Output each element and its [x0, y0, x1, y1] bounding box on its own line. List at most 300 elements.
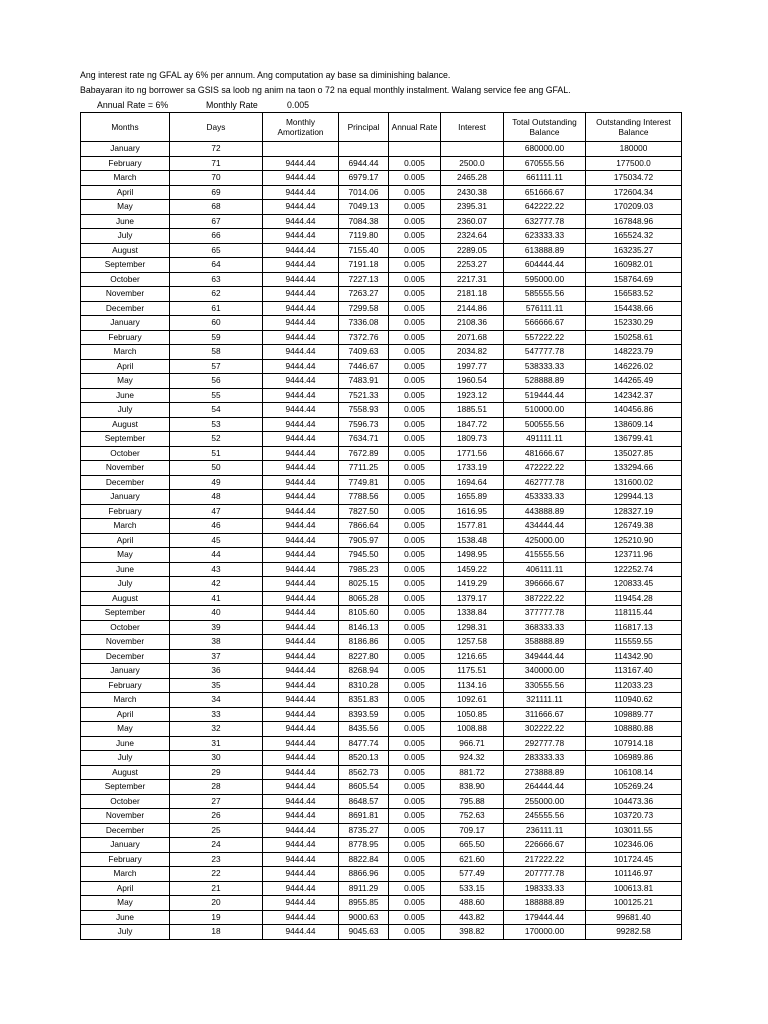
cell-outstanding-interest-balance: 133294.66	[586, 461, 682, 476]
cell-days: 63	[170, 272, 263, 287]
cell-principal: 8268.94	[339, 664, 389, 679]
table-row	[81, 403, 682, 418]
cell-outstanding-interest-balance: 102346.06	[586, 838, 682, 853]
cell-monthly-amortization: 9444.44	[263, 780, 339, 795]
cell-interest: 488.60	[441, 896, 504, 911]
cell-annual-rate: 0.005	[389, 519, 441, 534]
cell-interest: 1923.12	[441, 388, 504, 403]
cell-total-outstanding-balance: 632777.78	[504, 214, 586, 229]
cell-principal: 7788.56	[339, 490, 389, 505]
cell-month: April	[81, 359, 170, 374]
cell-total-outstanding-balance: 623333.33	[504, 229, 586, 244]
cell-outstanding-interest-balance: 152330.29	[586, 316, 682, 331]
cell-total-outstanding-balance: 680000.00	[504, 142, 586, 157]
cell-total-outstanding-balance: 207777.78	[504, 867, 586, 882]
cell-annual-rate: 0.005	[389, 461, 441, 476]
cell-outstanding-interest-balance: 123711.96	[586, 548, 682, 563]
cell-monthly-amortization: 9444.44	[263, 562, 339, 577]
header-total-outstanding-balance: Total Outstanding Balance	[504, 113, 586, 142]
cell-interest: 665.50	[441, 838, 504, 853]
cell-days: 54	[170, 403, 263, 418]
table-row	[81, 374, 682, 389]
cell-month: March	[81, 345, 170, 360]
cell-annual-rate: 0.005	[389, 388, 441, 403]
cell-principal: 7827.50	[339, 504, 389, 519]
cell-monthly-amortization: 9444.44	[263, 272, 339, 287]
cell-monthly-amortization: 9444.44	[263, 243, 339, 258]
cell-annual-rate: 0.005	[389, 301, 441, 316]
cell-total-outstanding-balance: 613888.89	[504, 243, 586, 258]
cell-total-outstanding-balance: 217222.22	[504, 852, 586, 867]
cell-days: 53	[170, 417, 263, 432]
table-row	[81, 693, 682, 708]
cell-total-outstanding-balance: 538333.33	[504, 359, 586, 374]
cell-outstanding-interest-balance: 177500.0	[586, 156, 682, 171]
cell-principal: 8393.59	[339, 707, 389, 722]
cell-days: 70	[170, 171, 263, 186]
cell-interest: 621.60	[441, 852, 504, 867]
cell-outstanding-interest-balance: 135027.85	[586, 446, 682, 461]
cell-days: 26	[170, 809, 263, 824]
cell-monthly-amortization: 9444.44	[263, 519, 339, 534]
cell-total-outstanding-balance: 311666.67	[504, 707, 586, 722]
table-row	[81, 301, 682, 316]
cell-month: September	[81, 258, 170, 273]
cell-principal: 7945.50	[339, 548, 389, 563]
cell-total-outstanding-balance: 179444.44	[504, 910, 586, 925]
cell-interest: 1175.51	[441, 664, 504, 679]
cell-days: 39	[170, 620, 263, 635]
cell-annual-rate: 0.005	[389, 475, 441, 490]
cell-principal: 7299.58	[339, 301, 389, 316]
cell-principal: 7866.64	[339, 519, 389, 534]
cell-interest: 966.71	[441, 736, 504, 751]
cell-total-outstanding-balance: 642222.22	[504, 200, 586, 215]
cell-month: October	[81, 794, 170, 809]
cell-interest: 1538.48	[441, 533, 504, 548]
cell-annual-rate: 0.005	[389, 794, 441, 809]
cell-days: 69	[170, 185, 263, 200]
cell-interest: 1050.85	[441, 707, 504, 722]
cell-principal: 8065.28	[339, 591, 389, 606]
table-row	[81, 852, 682, 867]
cell-principal: 7263.27	[339, 287, 389, 302]
cell-month: May	[81, 548, 170, 563]
cell-total-outstanding-balance: 670555.56	[504, 156, 586, 171]
table-row	[81, 838, 682, 853]
cell-monthly-amortization: 9444.44	[263, 823, 339, 838]
cell-interest: 1257.58	[441, 635, 504, 650]
cell-annual-rate: 0.005	[389, 359, 441, 374]
cell-interest: 1616.95	[441, 504, 504, 519]
cell-month: July	[81, 229, 170, 244]
cell-month: January	[81, 316, 170, 331]
cell-principal: 7191.18	[339, 258, 389, 273]
cell-interest: 1216.65	[441, 649, 504, 664]
interest-note: Ang interest rate ng GFAL ay 6% per annum. Ang computation ay base sa diminishing balance.	[80, 70, 451, 80]
cell-total-outstanding-balance: 566666.67	[504, 316, 586, 331]
table-row	[81, 156, 682, 171]
cell-outstanding-interest-balance: 107914.18	[586, 736, 682, 751]
cell-interest: 398.82	[441, 925, 504, 940]
cell-days: 34	[170, 693, 263, 708]
cell-interest: 838.90	[441, 780, 504, 795]
cell-annual-rate: 0.005	[389, 229, 441, 244]
cell-total-outstanding-balance: 472222.22	[504, 461, 586, 476]
cell-monthly-amortization: 9444.44	[263, 678, 339, 693]
cell-principal	[339, 142, 389, 157]
cell-days: 33	[170, 707, 263, 722]
cell-days: 64	[170, 258, 263, 273]
cell-interest: 2395.31	[441, 200, 504, 215]
cell-month: May	[81, 896, 170, 911]
cell-principal: 7521.33	[339, 388, 389, 403]
cell-month: July	[81, 751, 170, 766]
cell-annual-rate: 0.005	[389, 881, 441, 896]
cell-total-outstanding-balance: 604444.44	[504, 258, 586, 273]
cell-outstanding-interest-balance: 100125.21	[586, 896, 682, 911]
cell-monthly-amortization: 9444.44	[263, 751, 339, 766]
cell-interest: 1577.81	[441, 519, 504, 534]
cell-days: 47	[170, 504, 263, 519]
cell-annual-rate: 0.005	[389, 548, 441, 563]
cell-interest: 2430.38	[441, 185, 504, 200]
cell-days: 56	[170, 374, 263, 389]
cell-interest: 1498.95	[441, 548, 504, 563]
header-interest: Interest	[441, 113, 504, 142]
cell-monthly-amortization: 9444.44	[263, 867, 339, 882]
cell-month: November	[81, 461, 170, 476]
cell-total-outstanding-balance: 415555.56	[504, 548, 586, 563]
cell-monthly-amortization: 9444.44	[263, 664, 339, 679]
cell-monthly-amortization: 9444.44	[263, 258, 339, 273]
cell-interest: 1008.88	[441, 722, 504, 737]
cell-interest: 2071.68	[441, 330, 504, 345]
table-row	[81, 446, 682, 461]
cell-interest: 1694.64	[441, 475, 504, 490]
cell-monthly-amortization: 9444.44	[263, 533, 339, 548]
cell-interest: 2034.82	[441, 345, 504, 360]
table-row	[81, 171, 682, 186]
cell-interest: 1771.56	[441, 446, 504, 461]
cell-total-outstanding-balance: 500555.56	[504, 417, 586, 432]
cell-days: 36	[170, 664, 263, 679]
table-row	[81, 142, 682, 157]
cell-principal: 7711.25	[339, 461, 389, 476]
cell-month: June	[81, 736, 170, 751]
cell-outstanding-interest-balance: 106108.14	[586, 765, 682, 780]
cell-monthly-amortization: 9444.44	[263, 809, 339, 824]
cell-monthly-amortization: 9444.44	[263, 635, 339, 650]
cell-month: April	[81, 707, 170, 722]
cell-principal: 7483.91	[339, 374, 389, 389]
cell-month: November	[81, 809, 170, 824]
cell-days: 43	[170, 562, 263, 577]
cell-total-outstanding-balance: 651666.67	[504, 185, 586, 200]
cell-principal: 7446.67	[339, 359, 389, 374]
cell-annual-rate: 0.005	[389, 910, 441, 925]
cell-principal: 8955.85	[339, 896, 389, 911]
cell-annual-rate: 0.005	[389, 330, 441, 345]
cell-total-outstanding-balance: 406111.11	[504, 562, 586, 577]
table-row	[81, 548, 682, 563]
cell-outstanding-interest-balance: 175034.72	[586, 171, 682, 186]
cell-outstanding-interest-balance: 103011.55	[586, 823, 682, 838]
cell-monthly-amortization: 9444.44	[263, 214, 339, 229]
cell-days: 22	[170, 867, 263, 882]
table-row	[81, 867, 682, 882]
cell-principal: 6944.44	[339, 156, 389, 171]
cell-interest: 1733.19	[441, 461, 504, 476]
cell-monthly-amortization: 9444.44	[263, 229, 339, 244]
cell-interest: 795.88	[441, 794, 504, 809]
cell-principal: 8105.60	[339, 606, 389, 621]
cell-outstanding-interest-balance: 100613.81	[586, 881, 682, 896]
table-row	[81, 910, 682, 925]
cell-principal: 9000.63	[339, 910, 389, 925]
table-row	[81, 606, 682, 621]
cell-days: 21	[170, 881, 263, 896]
cell-principal: 7227.13	[339, 272, 389, 287]
cell-month: November	[81, 635, 170, 650]
cell-interest: 533.15	[441, 881, 504, 896]
cell-outstanding-interest-balance: 131600.02	[586, 475, 682, 490]
cell-interest: 1885.51	[441, 403, 504, 418]
table-row	[81, 359, 682, 374]
cell-monthly-amortization: 9444.44	[263, 330, 339, 345]
cell-days: 27	[170, 794, 263, 809]
cell-total-outstanding-balance: 462777.78	[504, 475, 586, 490]
cell-annual-rate: 0.005	[389, 925, 441, 940]
table-row	[81, 533, 682, 548]
cell-principal: 6979.17	[339, 171, 389, 186]
cell-interest	[441, 142, 504, 157]
cell-annual-rate: 0.005	[389, 664, 441, 679]
table-row	[81, 185, 682, 200]
cell-monthly-amortization: 9444.44	[263, 171, 339, 186]
table-row	[81, 417, 682, 432]
cell-interest: 2144.86	[441, 301, 504, 316]
cell-days: 65	[170, 243, 263, 258]
cell-month: October	[81, 620, 170, 635]
cell-month: July	[81, 925, 170, 940]
cell-month: September	[81, 606, 170, 621]
cell-month: March	[81, 693, 170, 708]
table-row	[81, 678, 682, 693]
cell-outstanding-interest-balance: 158764.69	[586, 272, 682, 287]
cell-outstanding-interest-balance: 114342.90	[586, 649, 682, 664]
cell-outstanding-interest-balance: 113167.40	[586, 664, 682, 679]
cell-outstanding-interest-balance: 101724.45	[586, 852, 682, 867]
cell-outstanding-interest-balance: 167848.96	[586, 214, 682, 229]
cell-annual-rate: 0.005	[389, 287, 441, 302]
cell-total-outstanding-balance: 557222.22	[504, 330, 586, 345]
cell-outstanding-interest-balance: 148223.79	[586, 345, 682, 360]
cell-days: 55	[170, 388, 263, 403]
header-days: Days	[170, 113, 263, 142]
cell-annual-rate: 0.005	[389, 620, 441, 635]
table-body	[81, 142, 682, 940]
cell-principal: 9045.63	[339, 925, 389, 940]
cell-days: 42	[170, 577, 263, 592]
cell-total-outstanding-balance: 387222.22	[504, 591, 586, 606]
cell-days: 61	[170, 301, 263, 316]
cell-interest: 2324.64	[441, 229, 504, 244]
table-row	[81, 490, 682, 505]
cell-interest: 2217.31	[441, 272, 504, 287]
cell-outstanding-interest-balance: 126749.38	[586, 519, 682, 534]
cell-principal: 8866.96	[339, 867, 389, 882]
cell-annual-rate: 0.005	[389, 751, 441, 766]
cell-total-outstanding-balance: 368333.33	[504, 620, 586, 635]
cell-interest: 1809.73	[441, 432, 504, 447]
cell-total-outstanding-balance: 547777.78	[504, 345, 586, 360]
cell-outstanding-interest-balance: 129944.13	[586, 490, 682, 505]
cell-days: 68	[170, 200, 263, 215]
cell-monthly-amortization: 9444.44	[263, 504, 339, 519]
cell-total-outstanding-balance: 349444.44	[504, 649, 586, 664]
cell-monthly-amortization: 9444.44	[263, 606, 339, 621]
cell-monthly-amortization: 9444.44	[263, 359, 339, 374]
cell-interest: 2253.27	[441, 258, 504, 273]
cell-days: 20	[170, 896, 263, 911]
cell-days: 52	[170, 432, 263, 447]
cell-outstanding-interest-balance: 115559.55	[586, 635, 682, 650]
cell-monthly-amortization: 9444.44	[263, 432, 339, 447]
cell-days: 25	[170, 823, 263, 838]
cell-total-outstanding-balance: 340000.00	[504, 664, 586, 679]
cell-days: 59	[170, 330, 263, 345]
cell-principal: 8351.83	[339, 693, 389, 708]
cell-annual-rate: 0.005	[389, 243, 441, 258]
cell-principal: 8691.81	[339, 809, 389, 824]
cell-monthly-amortization: 9444.44	[263, 287, 339, 302]
cell-days: 72	[170, 142, 263, 157]
cell-interest: 1459.22	[441, 562, 504, 577]
cell-month: March	[81, 171, 170, 186]
table-row	[81, 809, 682, 824]
cell-month: August	[81, 591, 170, 606]
cell-annual-rate: 0.005	[389, 403, 441, 418]
cell-month: October	[81, 446, 170, 461]
cell-days: 23	[170, 852, 263, 867]
cell-days: 35	[170, 678, 263, 693]
cell-outstanding-interest-balance: 119454.28	[586, 591, 682, 606]
cell-month: January	[81, 490, 170, 505]
cell-month: January	[81, 664, 170, 679]
cell-total-outstanding-balance: 519444.44	[504, 388, 586, 403]
cell-monthly-amortization: 9444.44	[263, 925, 339, 940]
table-row	[81, 330, 682, 345]
table-row	[81, 214, 682, 229]
cell-monthly-amortization: 9444.44	[263, 417, 339, 432]
cell-annual-rate: 0.005	[389, 200, 441, 215]
cell-outstanding-interest-balance: 142342.37	[586, 388, 682, 403]
cell-principal: 8146.13	[339, 620, 389, 635]
cell-annual-rate: 0.005	[389, 577, 441, 592]
cell-annual-rate: 0.005	[389, 316, 441, 331]
cell-interest: 1298.31	[441, 620, 504, 635]
cell-principal: 7409.63	[339, 345, 389, 360]
cell-days: 48	[170, 490, 263, 505]
cell-outstanding-interest-balance: 163235.27	[586, 243, 682, 258]
cell-monthly-amortization: 9444.44	[263, 301, 339, 316]
cell-monthly-amortization: 9444.44	[263, 577, 339, 592]
payment-note: Babayaran ito ng borrower sa GSIS sa loob ng anim na taon o 72 na equal monthly instalment. Walang service fee ang GFAL.	[80, 85, 571, 95]
cell-outstanding-interest-balance: 106989.86	[586, 751, 682, 766]
cell-days: 40	[170, 606, 263, 621]
cell-principal: 7119.80	[339, 229, 389, 244]
cell-outstanding-interest-balance: 122252.74	[586, 562, 682, 577]
cell-days: 28	[170, 780, 263, 795]
cell-outstanding-interest-balance: 108880.88	[586, 722, 682, 737]
cell-outstanding-interest-balance: 165524.32	[586, 229, 682, 244]
cell-principal: 7905.97	[339, 533, 389, 548]
table-row	[81, 388, 682, 403]
annual-rate-label: Annual Rate = 6%	[97, 100, 169, 110]
cell-annual-rate: 0.005	[389, 185, 441, 200]
cell-interest: 2500.0	[441, 156, 504, 171]
cell-total-outstanding-balance: 358888.89	[504, 635, 586, 650]
cell-annual-rate: 0.005	[389, 432, 441, 447]
cell-annual-rate: 0.005	[389, 693, 441, 708]
cell-total-outstanding-balance: 481666.67	[504, 446, 586, 461]
cell-principal: 7558.93	[339, 403, 389, 418]
cell-total-outstanding-balance: 453333.33	[504, 490, 586, 505]
cell-total-outstanding-balance: 283333.33	[504, 751, 586, 766]
cell-interest: 2181.18	[441, 287, 504, 302]
cell-outstanding-interest-balance: 160982.01	[586, 258, 682, 273]
cell-total-outstanding-balance: 198333.33	[504, 881, 586, 896]
cell-monthly-amortization: 9444.44	[263, 403, 339, 418]
cell-monthly-amortization: 9444.44	[263, 156, 339, 171]
table-row	[81, 272, 682, 287]
header-annual-rate: Annual Rate	[389, 113, 441, 142]
cell-monthly-amortization: 9444.44	[263, 910, 339, 925]
cell-month: June	[81, 214, 170, 229]
cell-monthly-amortization: 9444.44	[263, 548, 339, 563]
cell-total-outstanding-balance: 188888.89	[504, 896, 586, 911]
table-row	[81, 519, 682, 534]
cell-month: January	[81, 142, 170, 157]
cell-total-outstanding-balance: 585555.56	[504, 287, 586, 302]
cell-principal: 8605.54	[339, 780, 389, 795]
cell-days: 62	[170, 287, 263, 302]
table-row	[81, 504, 682, 519]
table-row	[81, 896, 682, 911]
cell-month: April	[81, 533, 170, 548]
cell-outstanding-interest-balance: 99282.58	[586, 925, 682, 940]
cell-monthly-amortization: 9444.44	[263, 693, 339, 708]
cell-annual-rate: 0.005	[389, 606, 441, 621]
table-row	[81, 243, 682, 258]
cell-days: 41	[170, 591, 263, 606]
cell-principal: 7672.89	[339, 446, 389, 461]
cell-days: 67	[170, 214, 263, 229]
cell-interest: 1997.77	[441, 359, 504, 374]
cell-monthly-amortization: 9444.44	[263, 461, 339, 476]
cell-month: August	[81, 417, 170, 432]
cell-days: 19	[170, 910, 263, 925]
cell-principal: 8025.15	[339, 577, 389, 592]
cell-total-outstanding-balance: 425000.00	[504, 533, 586, 548]
cell-outstanding-interest-balance: 128327.19	[586, 504, 682, 519]
cell-interest: 752.63	[441, 809, 504, 824]
cell-interest: 924.32	[441, 751, 504, 766]
cell-interest: 443.82	[441, 910, 504, 925]
cell-outstanding-interest-balance: 150258.61	[586, 330, 682, 345]
cell-annual-rate: 0.005	[389, 838, 441, 853]
